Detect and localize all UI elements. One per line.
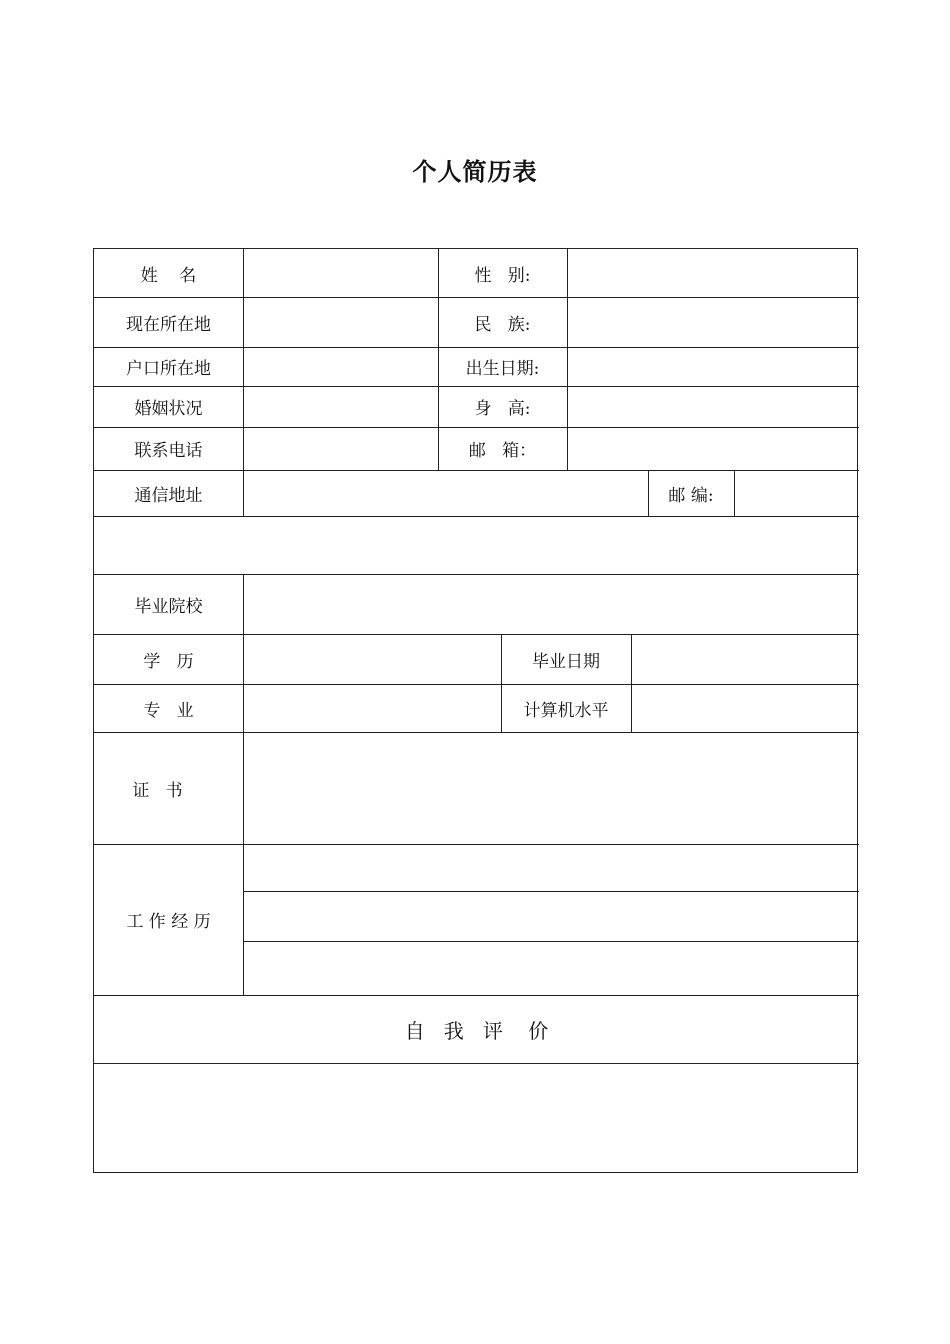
name-label: 姓 名	[140, 265, 197, 286]
education-label: 学 历	[143, 651, 194, 672]
email-field[interactable]	[568, 427, 859, 470]
resume-table	[93, 248, 858, 1173]
residence-label: 现在所在地	[126, 314, 211, 335]
school-label: 毕业院校	[134, 596, 203, 617]
computer-level-label: 计算机水平	[523, 700, 609, 721]
gender-field[interactable]	[568, 249, 859, 297]
computer-level-field[interactable]	[632, 684, 859, 732]
postcode-field[interactable]	[735, 470, 859, 516]
work-experience-label: 工 作 经 历	[126, 912, 211, 932]
ethnicity-label: 民 族:	[474, 314, 531, 335]
email-label: 邮 箱：	[468, 441, 537, 461]
marital-field[interactable]	[244, 386, 438, 427]
height-label: 身 高:	[474, 399, 531, 419]
work-experience-field-2[interactable]	[244, 892, 859, 941]
birthdate-label: 出生日期:	[465, 359, 540, 379]
self-evaluation-field[interactable]	[94, 1063, 859, 1173]
grad-date-label: 毕业日期	[532, 651, 600, 672]
postcode-label: 邮 编:	[668, 485, 714, 506]
work-experience-field-3[interactable]	[244, 942, 859, 995]
gender-label: 性 别:	[474, 265, 531, 286]
address-label: 通信地址	[134, 485, 203, 506]
phone-field[interactable]	[244, 427, 438, 470]
work-experience-field-1[interactable]	[244, 844, 859, 891]
name-field[interactable]	[244, 249, 438, 297]
hukou-field[interactable]	[244, 347, 438, 386]
education-field[interactable]	[244, 634, 501, 684]
height-field[interactable]	[568, 386, 859, 427]
hukou-label: 户口所在地	[126, 359, 211, 379]
address-extra-field[interactable]	[94, 516, 859, 574]
grad-date-field[interactable]	[632, 634, 859, 684]
address-field[interactable]	[244, 470, 648, 516]
certificates-field[interactable]	[244, 732, 859, 844]
birthdate-field[interactable]	[568, 347, 859, 386]
major-label: 专 业	[143, 700, 194, 721]
page-title: 个人简历表	[412, 157, 538, 186]
residence-field[interactable]	[244, 297, 438, 347]
phone-label: 联系电话	[134, 441, 203, 461]
certificates-label: 证 书	[132, 780, 183, 801]
school-field[interactable]	[244, 574, 859, 634]
marital-label: 婚姻状况	[134, 399, 203, 419]
ethnicity-field[interactable]	[568, 297, 859, 347]
major-field[interactable]	[244, 684, 501, 732]
self-evaluation-heading: 自 我 评 价	[404, 1018, 549, 1043]
